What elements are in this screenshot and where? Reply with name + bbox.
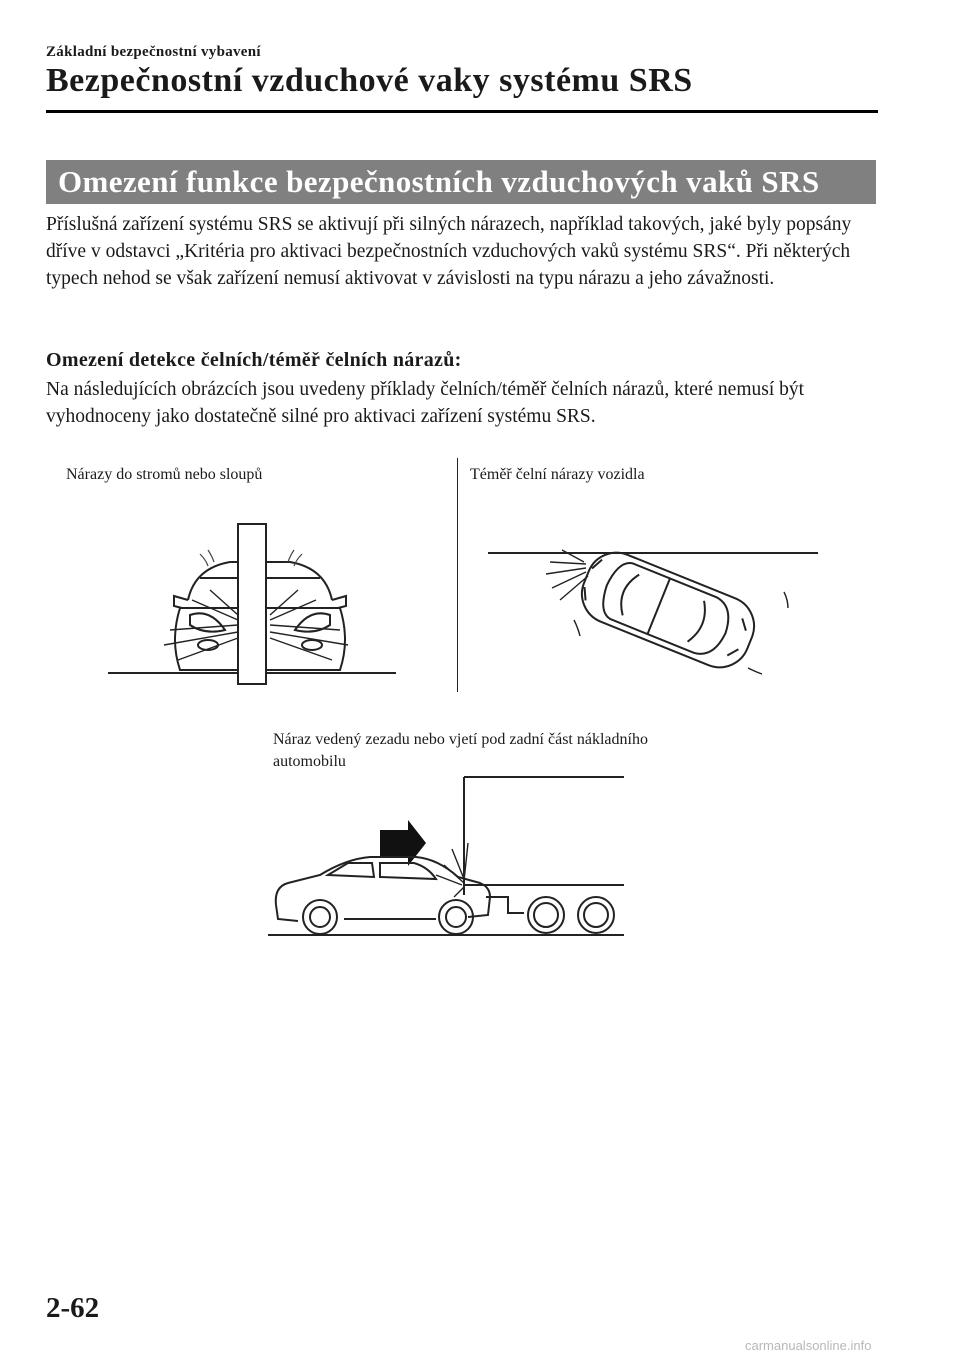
section-title: Omezení funkce bezpečnostních vzduchových vaků SRS: [46, 160, 876, 204]
oblique-impact-illustration: [488, 540, 828, 690]
pole-impact-caption: Nárazy do stromů nebo sloupů: [66, 466, 263, 483]
sub-paragraph: Na následujících obrázcích jsou uvedeny příklady čelních/téměř čelních nárazů, které nemusí být vyhodnoceny jako dostatečně silné pro aktivaci zařízení systému SRS.: [46, 379, 805, 427]
page-number: 2-62: [46, 1292, 100, 1324]
oblique-impact-caption: Téměř čelní nárazy vozidla: [470, 466, 645, 483]
chapter-label: Základní bezpečnostní vybavení: [46, 44, 261, 60]
underride-caption: Náraz vedený zezadu nebo vjetí pod zadní část nákladního automobilu: [273, 731, 648, 770]
subheading: Omezení detekce čelních/téměř čelních nárazů:: [46, 349, 462, 371]
intro-paragraph: Příslušná zařízení systému SRS se aktivují při silných nárazech, například takových, jaké byly popsány dříve v odstavci „Kritéria pro aktivaci bezpečnostních vzduchových vaků systému SRS“. Při některých typech nehod se však zařízení nemusí aktivovat v závislosti na typu nárazu a jeho závažnosti.: [46, 214, 852, 289]
figure-divider: [457, 458, 458, 692]
pole-impact-illustration: [100, 520, 400, 700]
page-title: Bezpečnostní vzduchové vaky systému SRS: [46, 62, 693, 99]
title-rule: [46, 110, 878, 113]
watermark: carmanualsonline.info: [745, 1338, 872, 1353]
underride-illustration: [268, 775, 628, 945]
